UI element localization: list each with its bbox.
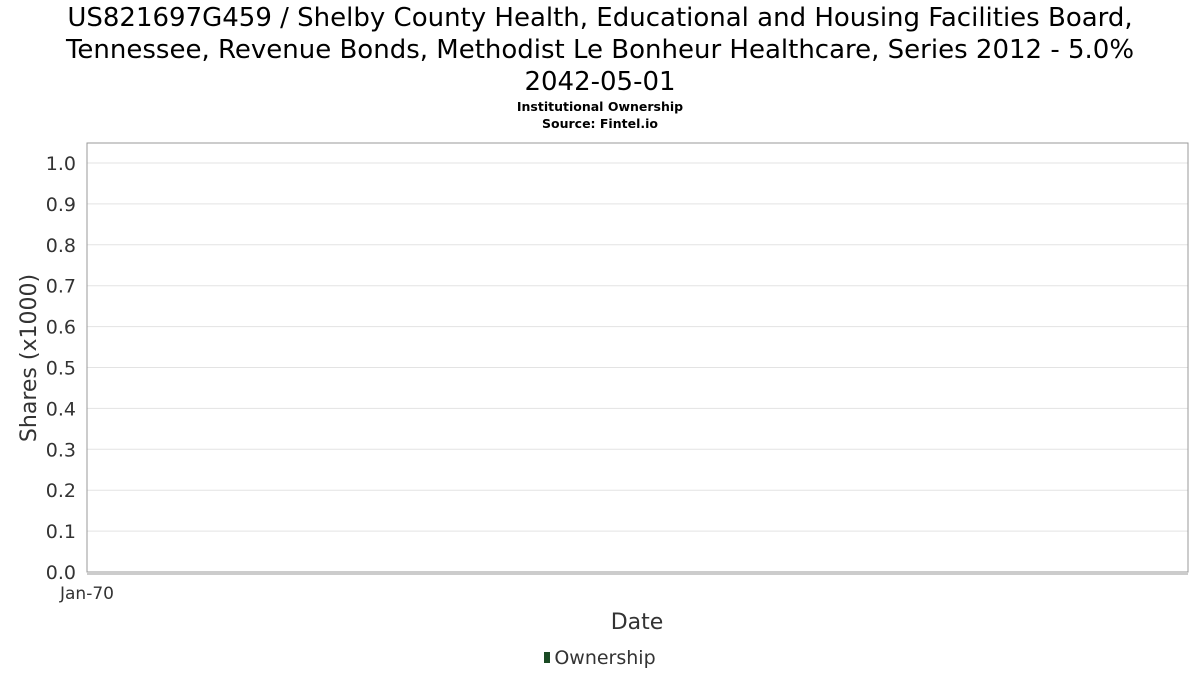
chart-subtitle: Institutional Ownership: [516, 99, 684, 114]
chart-title-line-3: 2042-05-01: [524, 67, 676, 97]
y-axis-label: Shares (x1000): [17, 273, 42, 443]
y-tick-label: 0.8: [45, 234, 76, 257]
x-axis-label: Date: [610, 610, 664, 635]
chart-title-line-1: US821697G459 / Shelby County Health, Educational and Housing Facilities Board,: [67, 3, 1133, 33]
grid-lines: [87, 163, 1188, 572]
y-tick-label: 0.4: [45, 398, 76, 421]
legend: [0, 647, 1200, 669]
y-tick-label: 0.9: [45, 193, 76, 216]
legend-swatch-ownership: [544, 652, 550, 663]
chart-source: Source: Fintel.io: [542, 116, 658, 131]
x-tick-labels: [59, 584, 114, 604]
legend-label-ownership: Ownership: [554, 647, 656, 669]
chart-title-line-2: Tennessee, Revenue Bonds, Methodist Le Bonheur Healthcare, Series 2012 - 5.0%: [65, 35, 1135, 65]
y-tick-label: 0.2: [45, 480, 76, 503]
plot-frame: [87, 143, 1188, 572]
y-tick-labels: [46, 153, 76, 584]
y-tick-label: 0.1: [45, 521, 76, 544]
y-tick-label: 0.0: [45, 562, 76, 584]
y-tick-label: 0.3: [45, 439, 76, 462]
x-tick-label: Jan-70: [60, 584, 114, 604]
y-tick-label: 0.7: [45, 275, 76, 298]
y-tick-label: 1.0: [45, 153, 76, 175]
y-tick-label: 0.5: [45, 357, 76, 380]
y-tick-label: 0.6: [45, 316, 76, 339]
